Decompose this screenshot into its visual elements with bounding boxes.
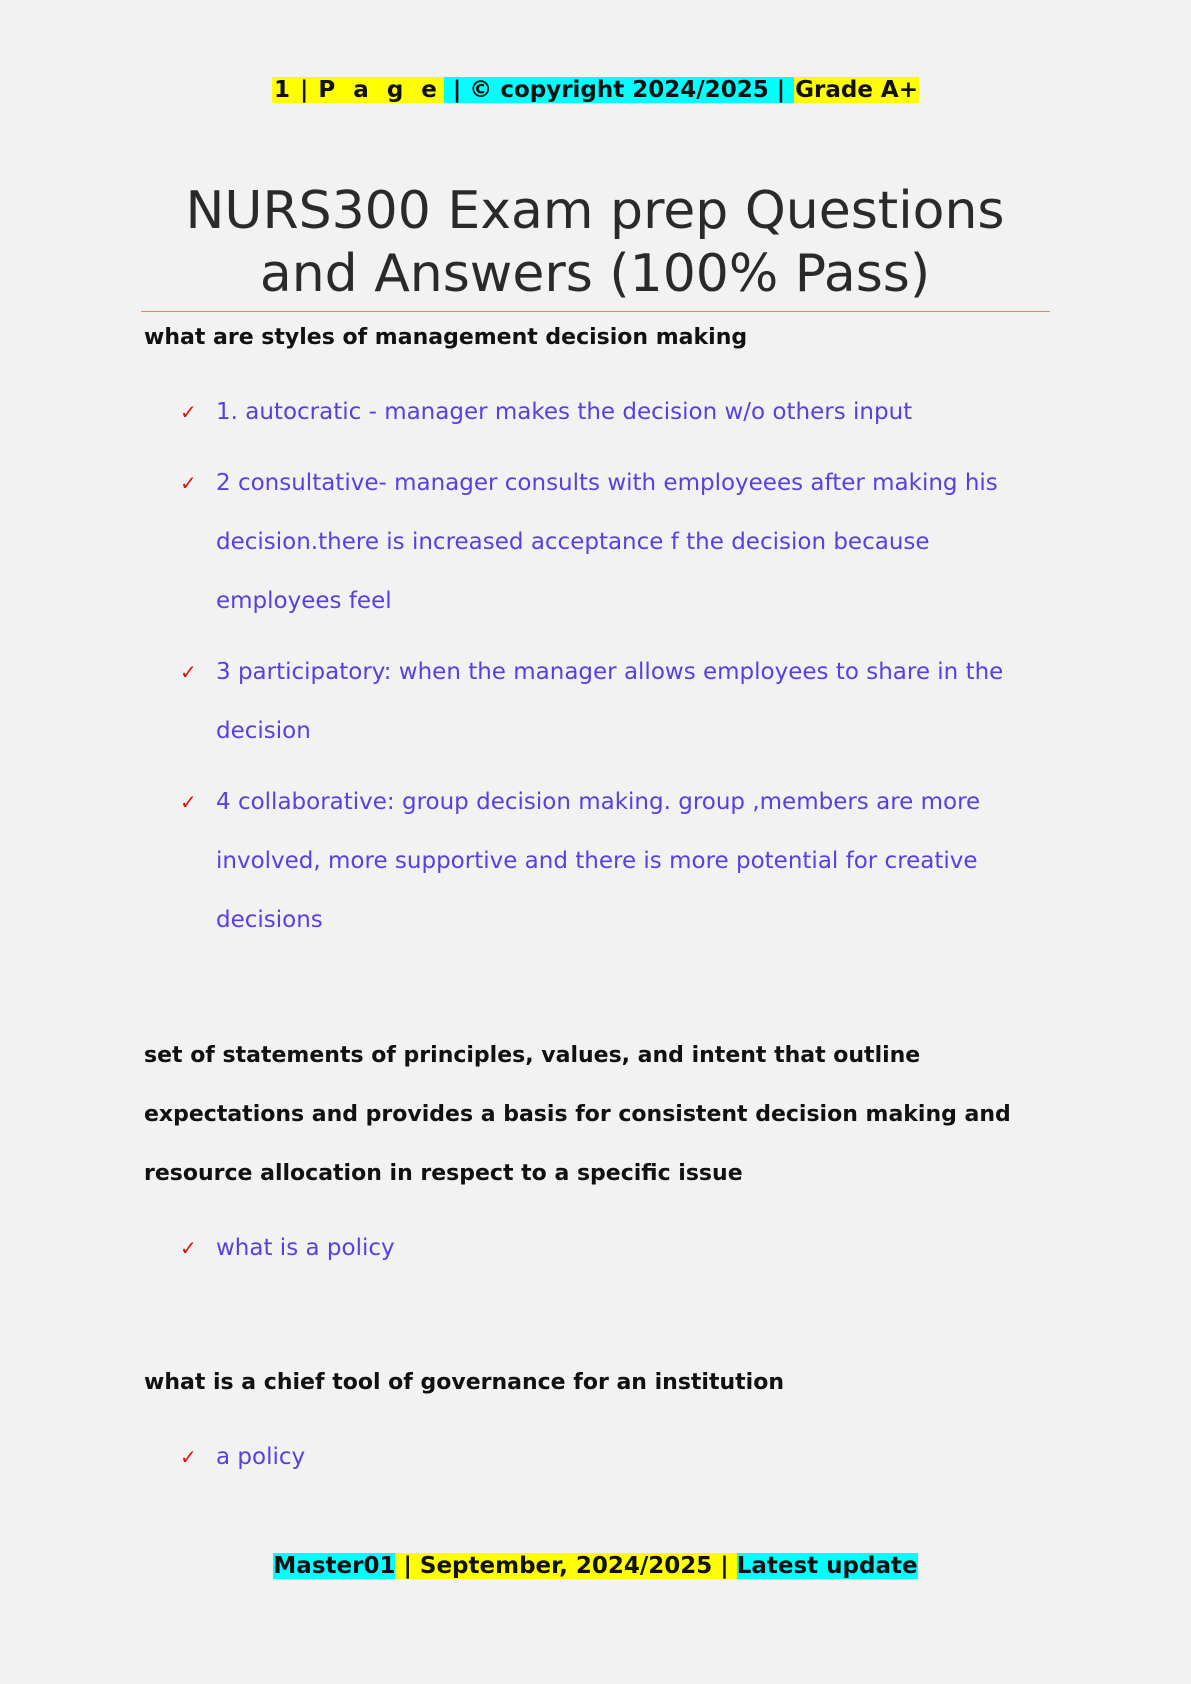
question-2: set of statements of principles, values, and intent that outline expectations and provides a basis for consistent decision making and resource allocation in respect to a specific issue — [144, 1043, 1011, 1186]
footer-update: Latest update — [736, 1553, 918, 1579]
page-footer — [0, 1548, 1191, 1584]
copyright-notice: | © copyright 2024/2025 | — [444, 77, 794, 103]
answer-item — [180, 1219, 1040, 1278]
answer-item — [180, 454, 1040, 631]
answer-list-3 — [180, 1428, 1040, 1499]
answer-text: 2 consultative- manager consults with employeees after making his decision.there is increased acceptance f the decision because employees feel — [216, 470, 998, 614]
page-word: P a g e — [318, 77, 442, 103]
question-3: what is a chief tool of governance for an institution — [144, 1370, 784, 1395]
answer-list-2 — [180, 1219, 1040, 1290]
page-header — [0, 72, 1191, 108]
document-title: NURS300 Exam prep Questions and Answers (100% Pass) — [185, 181, 1005, 304]
answer-text: 3 participatory: when the manager allows employees to share in the decision — [216, 659, 1004, 744]
answer-text: a policy — [216, 1444, 306, 1470]
check-icon: ✓ — [180, 471, 197, 495]
check-icon: ✓ — [180, 1236, 197, 1260]
answer-text: 1. autocratic - manager makes the decision w/o others input — [216, 399, 913, 425]
answer-item — [180, 383, 1040, 442]
header-separator: | — [292, 77, 317, 103]
footer-author: Master01 — [273, 1553, 396, 1579]
answer-list-1 — [180, 383, 1040, 962]
question-1: what are styles of management decision making — [144, 325, 748, 350]
answer-item — [180, 773, 1040, 950]
check-icon: ✓ — [180, 660, 197, 684]
answer-item — [180, 643, 1040, 761]
page-number-label — [272, 77, 444, 103]
check-icon: ✓ — [180, 790, 197, 814]
check-icon: ✓ — [180, 400, 197, 424]
footer-date: | September, 2024/2025 | — [395, 1553, 737, 1579]
answer-text: 4 collaborative: group decision making. group ,members are more involved, more supportive and there is more potential for creative decisions — [216, 789, 981, 933]
answer-text: what is a policy — [216, 1235, 395, 1261]
grade-badge: Grade A+ — [795, 77, 919, 103]
check-icon: ✓ — [180, 1445, 197, 1469]
page-number: 1 — [273, 77, 290, 103]
answer-item — [180, 1428, 1040, 1487]
